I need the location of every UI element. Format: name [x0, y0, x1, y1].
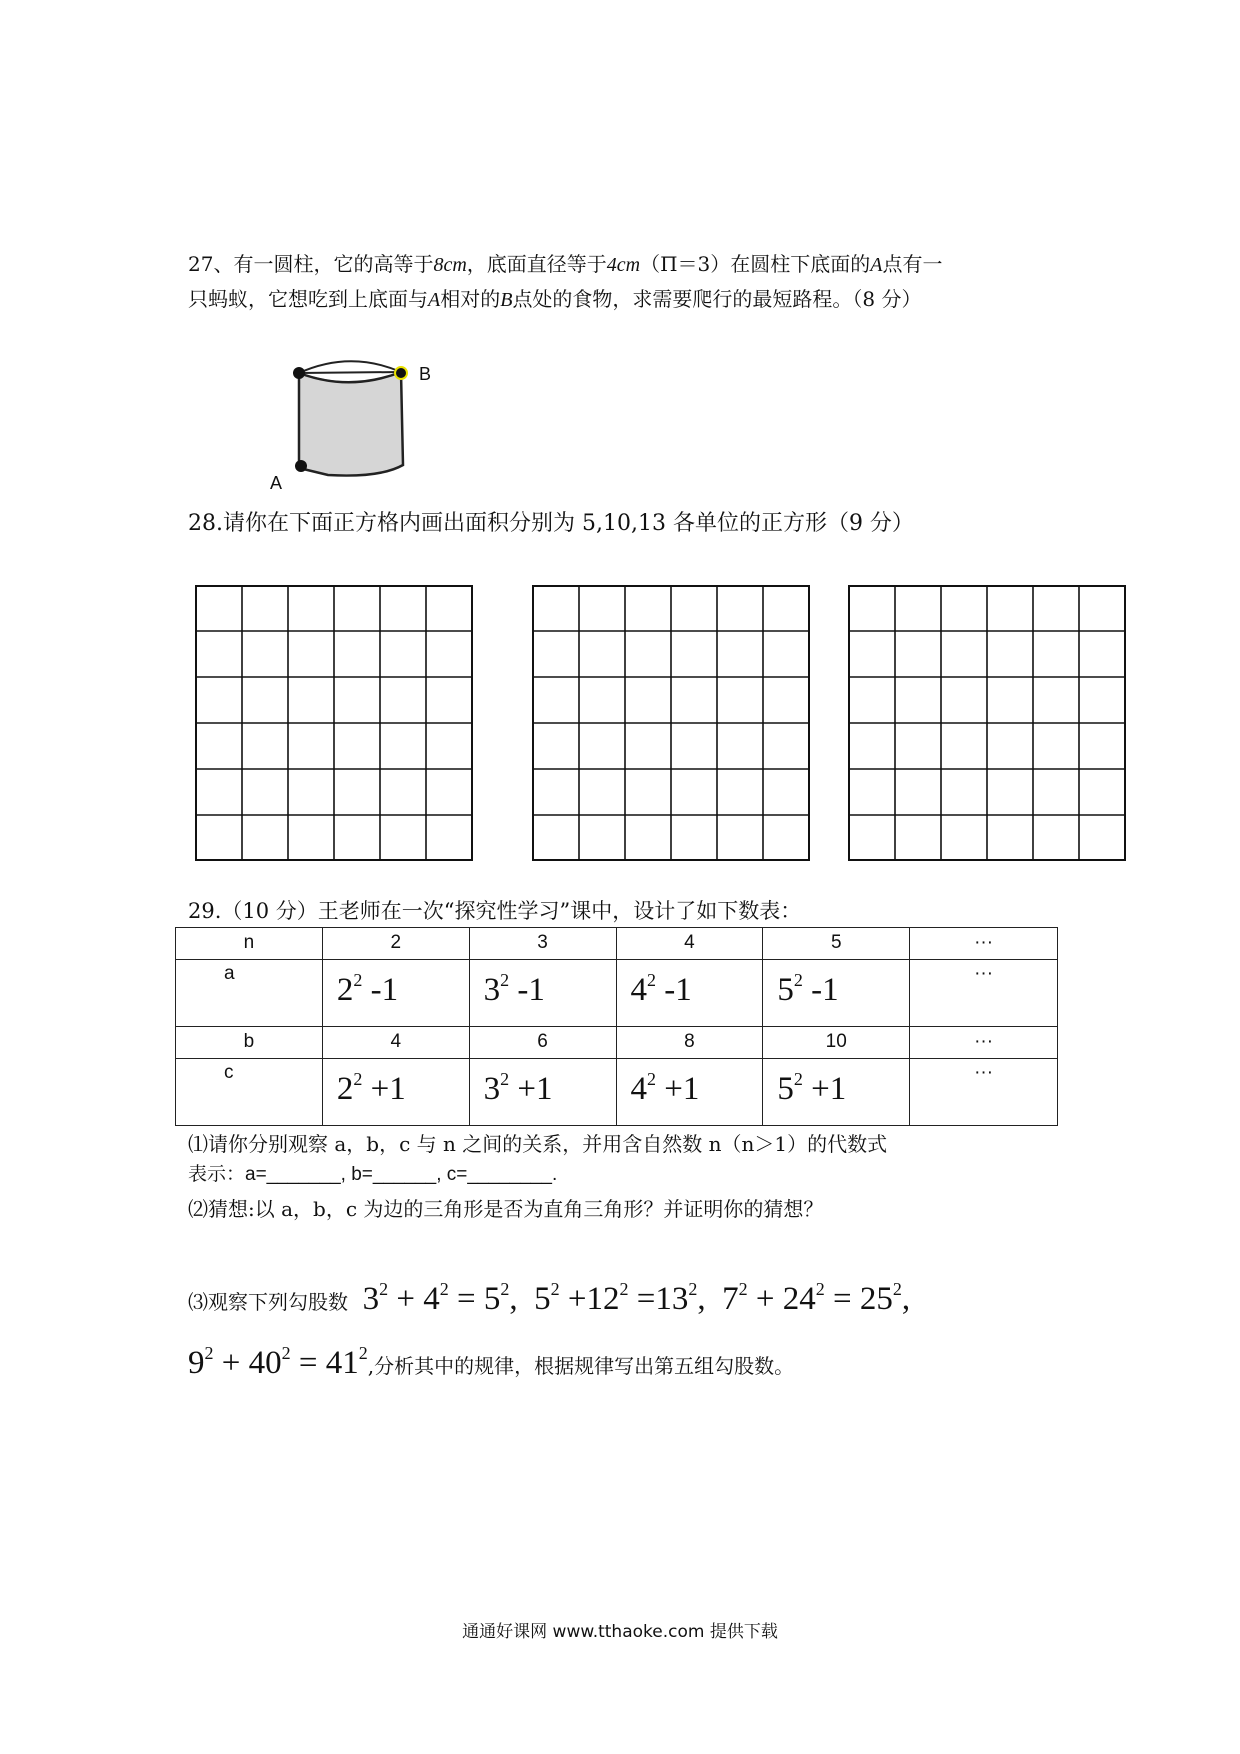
cell-a-2: $2^2$ -1	[322, 960, 469, 1027]
cell-c-3: $3^2 +1$	[469, 1059, 616, 1126]
cell-b-3: 6	[469, 1027, 616, 1059]
row-label-a: a	[176, 960, 323, 1027]
point-b	[395, 367, 407, 379]
footer-text: 通通好课网 www.tthaoke.com 提供下载	[462, 1622, 778, 1642]
q29-title: 29.（10 分）王老师在一次“探究性学习”课中，设计了如下数表：	[188, 899, 802, 923]
label-b: B	[419, 364, 432, 384]
point-top-left	[293, 367, 305, 379]
pythagorean-triples-2: $9^2 + 40^2 = 41^2$	[188, 1343, 368, 1381]
cell-a-5: $5^2$ -1	[763, 960, 910, 1027]
q29-sub1-line2: 表示：a=_______, b=______, c=________.	[188, 1164, 558, 1185]
q27-line1: 27、有一圆柱，它的高等于8cm，底面直径等于4cm（Π＝3）在圆柱下底面的A点有一	[188, 252, 943, 276]
cell-c-2: $2^2 +1$	[322, 1059, 469, 1126]
table-row-b	[176, 1027, 1058, 1059]
cell-b-5: 10	[763, 1027, 910, 1059]
q29-sub3-line1: ⑶观察下列勾股数 $3^2 + 4^2 = 5^2$, $5^2 +12^2 =13^2$, $7^2 + 24^2 = 25^2$,	[188, 1279, 911, 1317]
table-row-c	[176, 1059, 1058, 1126]
cell-b-4: 8	[616, 1027, 763, 1059]
row-label-b: b	[176, 1027, 323, 1059]
cell-c-dots: ···	[910, 1059, 1058, 1126]
q29-table	[175, 927, 1058, 1126]
grid-3[interactable]	[848, 585, 1126, 861]
cell-b-dots: ···	[910, 1027, 1058, 1059]
q28-text: 28.请你在下面正方格内画出面积分别为 5,10,13 各单位的正方形（9 分）	[188, 511, 914, 536]
cell-n-4: 4	[616, 928, 763, 960]
cell-a-dots: ···	[910, 960, 1058, 1027]
table-row-n	[176, 928, 1058, 960]
cell-a-3: $3^2$ -1	[469, 960, 616, 1027]
grid-1[interactable]	[195, 585, 473, 861]
grid-2[interactable]	[532, 585, 810, 861]
cell-n-5: 5	[763, 928, 910, 960]
q29-sub2: ⑵猜想:以 a，b，c 为边的三角形是否为直角三角形？并证明你的猜想？	[188, 1197, 824, 1221]
cell-a-4: $4^2$ -1	[616, 960, 763, 1027]
q27-line2: 只蚂蚁，它想吃到上底面与A相对的B点处的食物，求需要爬行的最短路程。（8 分）	[188, 287, 922, 311]
label-a: A	[270, 473, 283, 493]
cell-n-3: 3	[469, 928, 616, 960]
point-a	[295, 460, 307, 472]
q29-sub1-line1: ⑴请你分别观察 a，b，c 与 n 之间的关系，并用含自然数 n（n＞1）的代数式	[188, 1132, 888, 1156]
cell-b-2: 4	[322, 1027, 469, 1059]
cell-c-4: $4^2 +1$	[616, 1059, 763, 1126]
table-row-a	[176, 960, 1058, 1027]
cell-n-2: 2	[322, 928, 469, 960]
cell-c-5: $5^2 +1$	[763, 1059, 910, 1126]
row-label-c: c	[176, 1059, 323, 1126]
q29-sub3-line2: $9^2 + 40^2 = 41^2$,分析其中的规律，根据规律写出第五组勾股数。	[188, 1343, 795, 1381]
cylinder-figure	[260, 350, 460, 495]
row-label-n: n	[176, 928, 323, 960]
pythagorean-triples-1: $3^2 + 4^2 = 5^2$, $5^2 +12^2 =13^2$, $7^2 + 24^2 = 25^2$,	[354, 1279, 911, 1317]
cell-n-dots: ···	[910, 928, 1058, 960]
